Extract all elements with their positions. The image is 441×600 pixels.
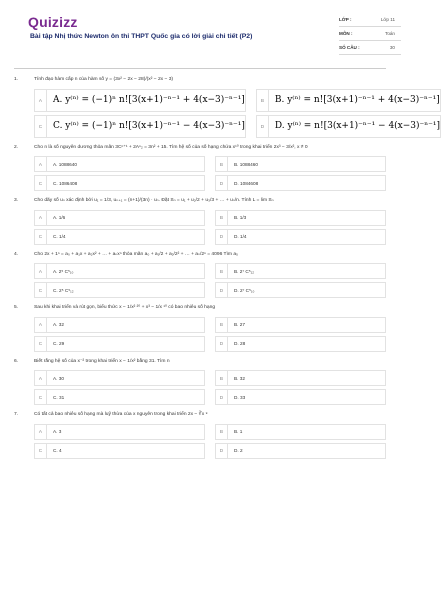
option-letter: D [216,230,228,244]
answer-option-b[interactable] [215,370,386,386]
option-text: D. 1084608 [234,180,259,186]
option-letter: B [216,425,228,439]
option-letter: C [35,116,47,137]
option-letter: B [216,318,228,332]
option-text: C. 2⁵ C⁵₁₂ [53,287,74,293]
answer-options [14,210,386,245]
meta-label: SỐ CÂU : [339,45,360,50]
question-header [14,359,386,366]
question-number: 7. [14,412,19,417]
answer-options [14,156,386,191]
option-text: A. y⁽ⁿ⁾ = (−1)ⁿ n![3(x+1)⁻ⁿ⁻¹ + 4(x−3)⁻ⁿ⁻¹] [53,95,245,105]
question-5 [14,305,386,352]
answer-option-a[interactable] [34,263,205,279]
option-letter: A [35,157,47,171]
meta-label: LỚP : [339,17,352,22]
option-text: B. 1/3 [234,215,247,220]
option-text: D. y⁽ⁿ⁾ = n![3(x+1)⁻ⁿ⁻¹ − 4(x−3)⁻ⁿ⁻¹] [274,121,441,131]
option-letter: B [216,211,228,225]
answer-options [14,89,441,138]
question-header [14,145,386,152]
question-3 [14,198,386,245]
option-text: D. 2⁷ C⁵₁₀ [234,287,255,293]
option-text: B. 1 [234,429,243,434]
option-text: A. 32 [53,322,64,327]
option-letter: D [216,337,228,351]
option-text: A. 3 [53,429,62,434]
question-4 [14,252,386,299]
question-number: 1. [14,77,19,82]
meta-value: Lớp 11 [380,17,395,22]
option-letter: A [35,371,47,385]
option-letter: D [216,176,228,190]
answer-option-d[interactable] [215,175,386,191]
answer-option-b[interactable] [215,317,386,333]
option-letter: B [216,371,228,385]
question-number: 6. [14,358,19,364]
option-letter: B [257,90,269,111]
option-letter: D [216,283,228,297]
question-number: 5. [14,305,19,310]
option-text: A. 2⁵ C⁵₁₀ [53,268,74,274]
page-title: Bài tập Nhị thức Newton ôn thi THPT Quốc gia có lời giải chi tiết (P2) [30,33,253,40]
answer-option-a[interactable] [34,424,205,440]
answer-option-c[interactable] [34,115,246,138]
answer-option-d[interactable] [215,389,386,405]
answer-option-b[interactable] [215,424,386,440]
answer-option-a[interactable] [34,370,205,386]
question-header [14,412,386,419]
meta-row-count [339,41,401,55]
question-text: Biết rằng hệ số của x⁻² trong khai triển x − 1/x² bằng 31. Tìm n [34,358,170,364]
option-text: D. 1/4 [234,234,247,239]
option-text: B. 1088460 [234,161,258,167]
option-text: D. 2 [234,448,243,453]
question-header [14,77,386,84]
option-letter: D [257,116,269,137]
question-number: 2. [14,144,19,150]
answer-option-b[interactable] [256,89,441,112]
option-text: D. 33 [234,394,246,400]
question-text: Có tất cả bao nhiêu số hạng mà luỹ thừa của x nguyên trong khai triển 2x − ∛x ⁹ [34,412,208,417]
question-text: Cho 2x + 1ⁿ = a₀ + a₁x + a₂x² + … + aₙxⁿ thỏa mãn a₀ + a₁/2 + a₂/2² + … + aₙ/2ⁿ = 4096 Tìm a₅ [34,251,239,257]
answer-option-b[interactable] [215,210,386,226]
option-text: A. 30 [53,375,64,381]
answer-option-d[interactable] [215,282,386,298]
answer-options [14,424,386,459]
answer-option-a[interactable] [34,317,205,333]
option-letter: B [216,264,228,278]
option-text: C. 1/4 [53,234,66,239]
option-text: A. 1088640 [53,161,77,167]
meta-row-subject [339,27,401,41]
question-header [14,305,386,312]
answer-option-a[interactable] [34,156,205,172]
option-letter: C [35,390,47,404]
question-text: Tính đạo hàm cấp n của hàm số y = (3x² − 2x − 28)/(x² − 2x − 3) [34,77,174,82]
answer-option-d[interactable] [215,336,386,352]
answer-option-b[interactable] [215,156,386,172]
answer-option-c[interactable] [34,175,205,191]
question-number: 3. [14,198,19,203]
question-list [14,77,441,466]
question-header [14,252,386,259]
option-text: C. 29 [53,341,65,346]
question-1 [14,77,441,138]
meta-value: 30 [389,45,395,50]
meta-table [339,13,401,55]
quizizz-logo: Quizizz [28,14,78,30]
option-letter: A [35,264,47,278]
answer-option-c[interactable] [34,389,205,405]
answer-option-b[interactable] [215,263,386,279]
worksheet-header [14,0,395,62]
question-text: Cho dãy số uₙ xác định bởi u₁ = 1/3, uₙ₊₁ = (n+1)/(3n) · uₙ. Đặt Sₙ = u₁ + u₂/2 + u₃/3 + … + uₙ/n. Tính L = lim Sₙ [34,198,274,203]
option-text: B. 2⁷ C⁵₁₂ [234,268,255,274]
option-letter: C [35,337,47,351]
answer-option-c[interactable] [34,229,205,245]
option-letter: C [35,176,47,190]
option-text: B. y⁽ⁿ⁾ = n![3(x+1)⁻ⁿ⁻¹ + 4(x−3)⁻ⁿ⁻¹] [274,95,440,105]
question-6 [14,359,386,406]
option-text: C. 1086408 [53,180,78,186]
question-number: 4. [14,251,19,257]
option-letter: A [35,425,47,439]
answer-option-a[interactable] [34,210,205,226]
answer-option-d[interactable] [256,115,441,138]
question-header [14,198,386,205]
meta-label: MÔN : [339,31,353,36]
option-letter: D [216,390,228,404]
answer-options [14,263,386,298]
meta-value: Toán [385,31,395,36]
option-text: D. 28 [234,341,246,346]
answer-options [14,317,386,352]
option-letter: C [35,230,47,244]
question-text: Sau khi khai triển và rút gọn, biểu thức x − 1/x² ²⁰ + x³ − 1/x ¹⁰ có bao nhiêu số hạng [34,305,216,310]
answer-option-d[interactable] [215,229,386,245]
meta-row-class [339,13,401,27]
option-text: B. 32 [234,375,245,381]
answer-options [14,370,386,405]
question-2 [14,145,386,192]
question-7 [14,412,386,459]
option-letter: A [35,318,47,332]
option-letter: A [35,211,47,225]
answer-option-a[interactable] [34,89,246,112]
answer-option-c[interactable] [34,443,205,459]
option-text: C. y⁽ⁿ⁾ = (−1)ⁿ n![3(x+1)⁻ⁿ⁻¹ − 4(x−3)⁻ⁿ⁻¹] [53,121,245,131]
option-text: C. 4 [53,448,62,453]
option-text: B. 27 [234,322,245,327]
option-letter: B [216,157,228,171]
answer-option-c[interactable] [34,336,205,352]
option-text: C. 31 [53,394,65,400]
answer-option-d[interactable] [215,443,386,459]
answer-option-c[interactable] [34,282,205,298]
option-letter: C [35,283,47,297]
option-text: A. 1/6 [53,215,66,220]
question-text: Cho n là số nguyên dương thỏa mãn 3Cⁿ⁺¹ + 2Aⁿ₂ = 3n² + 15. Tìm hệ số của số hạng chứa x¹⁰ trong khai triển 2x³ − 3/x², x ≠ 0 [34,144,308,150]
header-divider [14,68,386,69]
option-letter: D [216,444,228,458]
option-letter: A [35,90,47,111]
option-letter: C [35,444,47,458]
